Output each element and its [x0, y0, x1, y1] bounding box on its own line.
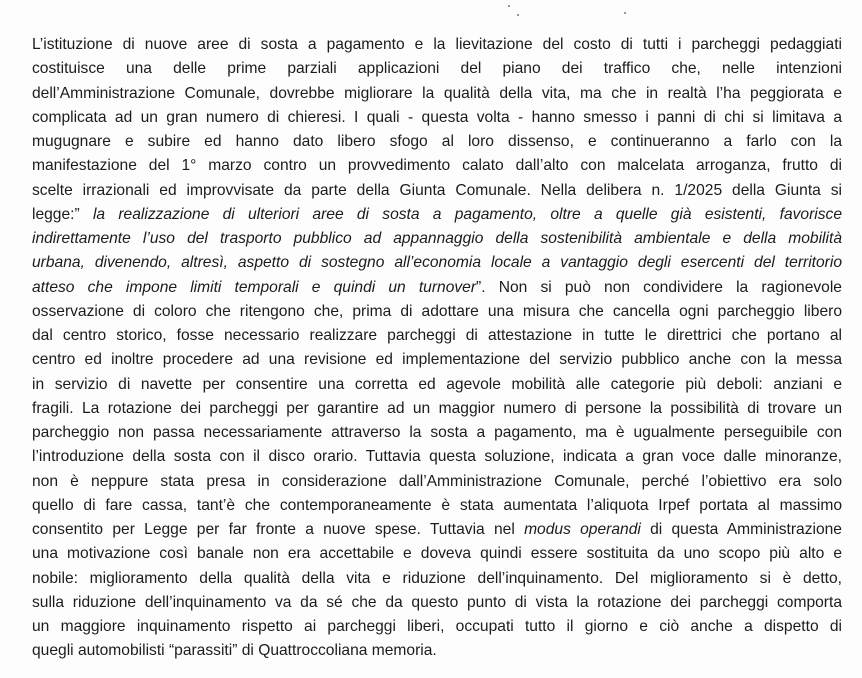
text-segment: l’introduzione della sosta con il disco orario. Tuttavia questa soluzione, indicata a gran voce dalle minoranze,: [32, 448, 842, 466]
text-line: [32, 348, 842, 372]
text-line: [32, 179, 842, 203]
text-line: [32, 397, 842, 421]
italic-text-segment: atteso che impone limiti temporali e quindi un turnover: [32, 278, 477, 296]
text-segment: complicata ad un gran numero di chieresi. I quali - questa volta - hanno smesso i panni di chi si limitava a: [32, 108, 842, 126]
text-line: [32, 57, 842, 81]
text-line: [32, 567, 842, 591]
text-line: [32, 251, 842, 275]
italic-text-segment: la realizzazione di ulteriori aree di sosta a pagamento, oltre a quelle già esistenti, favorisce: [92, 205, 842, 223]
text-line: [32, 615, 842, 639]
text-line: [32, 494, 842, 518]
text-line: [32, 445, 842, 469]
scan-speck: [517, 14, 519, 16]
text-segment: di questa Amministrazione: [640, 521, 842, 538]
scan-speck: [508, 5, 510, 7]
text-segment: scelte irrazionali ed improvvisate da parte della Giunta Comunale. Nella delibera n. 1/2025 della Giunta si: [32, 181, 842, 199]
text-segment: dell’Amministrazione Comunale, dovrebbe migliorare la qualità della vita, ma che in realtà l’ha peggiorata e: [32, 84, 842, 102]
text-segment: quello di fare cassa, tant’è che contemporaneamente è stata aumentata l’aliquota Irpef portata al massimo: [32, 496, 842, 514]
text-segment: sulla riduzione dell’inquinamento va da sé che da questo punto di vista la rotazione dei parcheggi comporta: [32, 593, 842, 611]
text-line: [32, 518, 842, 542]
text-segment: quegli automobilisti “parassiti” di Quattroccoliana memoria.: [32, 642, 437, 660]
text-line: [32, 373, 842, 397]
text-segment: in servizio di navette per consentire una corretta ed agevole mobilità alle categorie più deboli: anziani e: [32, 375, 842, 393]
italic-text-segment: indirettamente l’uso del trasporto pubblico ad appannaggio della sostenibilità ambientale e della mobilità: [32, 230, 842, 247]
text-line: [32, 276, 842, 300]
text-segment: fragili. La rotazione dei parcheggi per garantire ad un maggior numero di persone la possibilità di trovare un: [32, 399, 842, 417]
text-segment: osservazione di coloro che ritengono che, prima di adottare una misura che cancella ogni parcheggio libero: [32, 302, 842, 320]
text-segment: centro ed inoltre procedere ad una revisione ed implementazione del servizio pubblico anche con la messa: [32, 351, 842, 369]
text-segment: ”. Non si può non condividere la ragionevole: [476, 278, 842, 296]
text-segment: dal centro storico, fosse necessario realizzare parcheggi di attestazione in tutte le direttrici che portano al: [32, 327, 842, 344]
text-line: [32, 227, 842, 251]
text-segment: L’istituzione di nuove aree di sosta a pagamento e la lievitazione del costo di tutti i parcheggi pedaggiati: [32, 36, 842, 53]
text-line: [32, 542, 842, 566]
italic-text-segment: modus operandi: [524, 521, 641, 538]
text-line: [32, 154, 842, 178]
text-line: [32, 300, 842, 324]
text-segment: nobile: miglioramento della qualità della vita e riduzione dell’inquinamento. Del miglioramento si è detto,: [32, 569, 842, 587]
text-segment: legge:”: [32, 205, 93, 223]
text-segment: costituisce una delle prime parziali applicazioni del piano dei traffico che, nelle intenzioni: [32, 60, 842, 78]
text-line: [32, 106, 842, 130]
text-segment: manifestazione del 1° marzo contro un provvedimento calato dall’alto con malcelata arroganza, frutto di: [32, 157, 842, 175]
text-line: [32, 203, 842, 227]
article-body: [32, 33, 842, 664]
text-line: [32, 470, 842, 494]
text-line: [32, 591, 842, 615]
italic-text-segment: urbana, divenendo, altresì, aspetto di sostegno all’economia locale a vantaggio degli esercenti del territorio: [32, 254, 842, 272]
text-line: [32, 82, 842, 106]
text-line: [32, 130, 842, 154]
text-line: [32, 639, 842, 663]
text-line: [32, 421, 842, 445]
text-segment: una motivazione così banale non era accettabile e doveva quindi essere sostituita da uno scopo più alto e: [32, 545, 842, 563]
scan-speck: [624, 12, 626, 14]
text-segment: non è neppure stata presa in considerazione dall’Amministrazione Comunale, perché l’obiettivo era solo: [32, 472, 842, 490]
text-segment: parcheggio non passa necessariamente attraverso la sosta a pagamento, ma è ugualmente perseguibile con: [32, 424, 842, 441]
text-segment: mugugnare e subire ed hanno dato libero sfogo al loro dissenso, e continueranno a farlo con la: [32, 133, 842, 150]
text-segment: consentito per Legge per far fronte a nuove spese. Tuttavia nel: [32, 521, 525, 538]
text-line: [32, 33, 842, 57]
text-segment: un maggiore inquinamento rispetto ai parcheggi liberi, occupati tutto il giorno e ciò anche a dispetto di: [32, 618, 842, 635]
text-line: [32, 324, 842, 348]
